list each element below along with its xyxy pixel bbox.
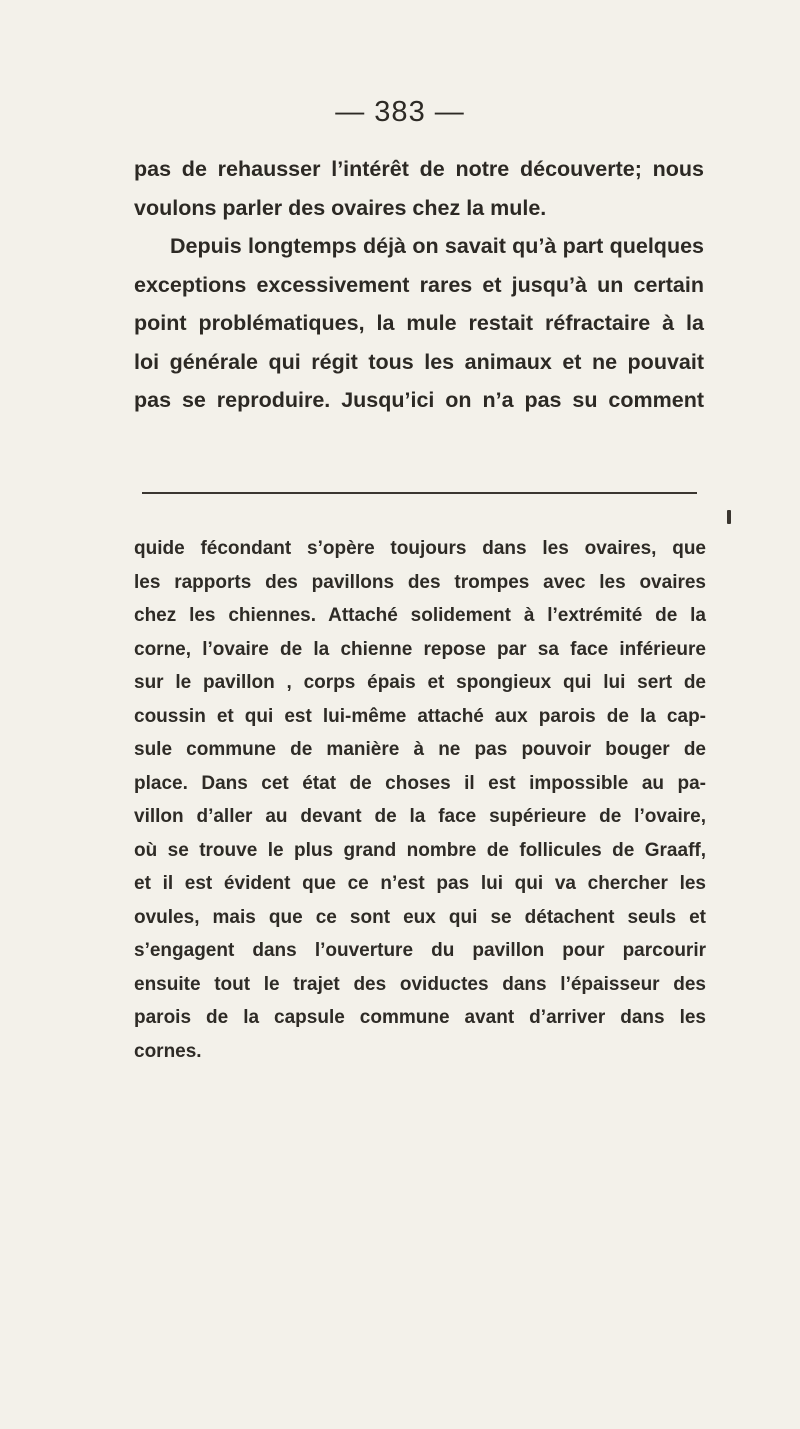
- footnote-line: s’engagent dans l’ouverture du pavillon pour parcourir: [134, 940, 706, 961]
- footnote-line: parois de la capsule commune avant d’arriver dans les: [134, 1007, 706, 1028]
- footnote-divider: [142, 492, 697, 494]
- main-text-line: point problématiques, la mule restait réfractaire à la: [134, 311, 704, 335]
- footnote-line: où se trouve le plus grand nombre de follicules de Graaff,: [134, 839, 706, 861]
- footnote-line: ensuite tout le trajet des oviductes dans l’épaisseur des: [134, 973, 706, 995]
- footnote-line: les rapports des pavillons des trompes avec les ovaires: [134, 571, 706, 593]
- main-text-line: loi générale qui régit tous les animaux et ne pouvait: [134, 349, 704, 374]
- footnote-line: chez les chiennes. Attaché solidement à l’extrémité de la: [134, 605, 706, 626]
- margin-mark: [727, 510, 731, 524]
- footnote-line: coussin et qui est lui-même attaché aux parois de la cap-: [134, 705, 706, 727]
- main-text-line: pas se reproduire. Jusqu’ici on n’a pas su comment: [134, 388, 704, 412]
- footnote-line: corne, l’ovaire de la chienne repose par sa face inférieure: [134, 638, 706, 660]
- footnote-line: et il est évident que ce n’est pas lui qui va chercher les: [134, 873, 706, 894]
- footnote-line: villon d’aller au devant de la face supérieure de l’ovaire,: [134, 806, 706, 827]
- main-text-line: Depuis longtemps déjà on savait qu’à part quelques: [170, 234, 704, 258]
- footnote-line: ovules, mais que ce sont eux qui se détachent seuls et: [134, 906, 706, 928]
- main-text-line: voulons parler des ovaires chez la mule.: [134, 195, 547, 220]
- main-text-line: exceptions excessivement rares et jusqu’à un certain: [134, 272, 704, 297]
- footnote-line: quide fécondant s’opère toujours dans les ovaires, que: [134, 538, 706, 559]
- page-number: — 383 —: [335, 96, 465, 128]
- footnote-line: sule commune de manière à ne pas pouvoir bouger de: [134, 739, 706, 760]
- main-text: [134, 150, 704, 420]
- footnote-text: [134, 532, 706, 1068]
- footnote-line: sur le pavillon , corps épais et spongieux qui lui sert de: [134, 672, 706, 693]
- footnote-line: cornes.: [134, 1040, 202, 1062]
- footnote-line: place. Dans cet état de choses il est impossible au pa-: [134, 772, 706, 794]
- main-text-line: pas de rehausser l’intérêt de notre découverte; nous: [134, 157, 704, 181]
